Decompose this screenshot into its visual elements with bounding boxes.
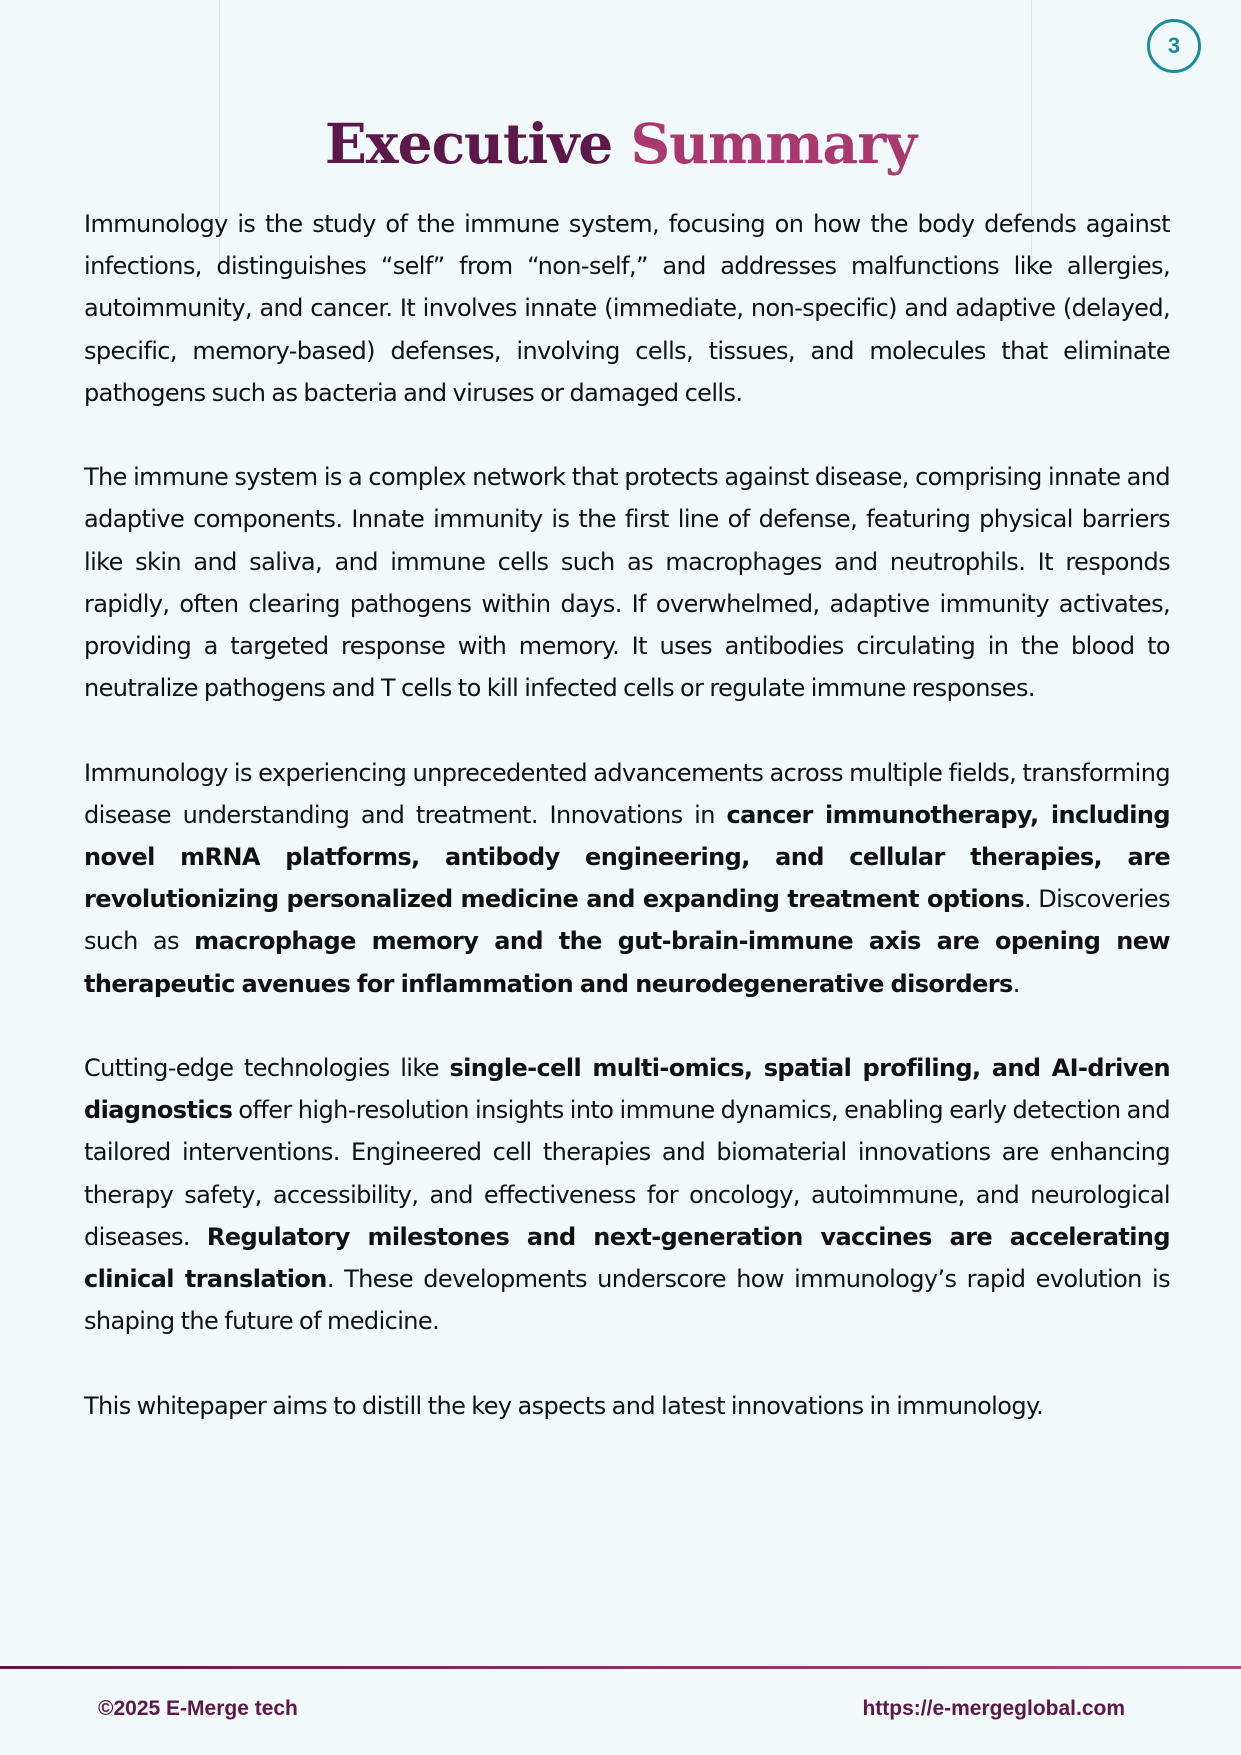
paragraph-4: [84, 1047, 1170, 1342]
paragraph-4-text-3: . These developments underscore how immunology’s rapid evolution is shaping the future of medicine.: [84, 1265, 1170, 1336]
title-part-2: Summary: [630, 111, 917, 176]
footer-divider: [0, 1666, 1241, 1669]
paragraph-3-bold-2: macrophage memory and the gut-brain-immune axis are opening new therapeutic avenues for inflammation and neurodegenerative disorders: [84, 927, 1170, 998]
paragraph-4-text-1: Cutting-edge technologies like: [84, 1054, 450, 1083]
paragraph-2: The immune system is a complex network that protects against disease, comprising innate and adaptive components. Innate immunity is the first line of defense, featuring physical barriers like skin and saliva, and immune cells such as macrophages and neutrophils. It responds rapidly, often clearing pathogens within days. If overwhelmed, adaptive immunity activates, providing a targeted response with memory. It uses antibodies circulating in the blood to neutralize pathogens and T cells to kill infected cells or regulate immune responses.: [84, 463, 1170, 703]
paragraph-3-text-1: Immunology is experiencing unprecedented advancements across multiple fields, transforming disease understanding and treatment. Innovations in: [84, 758, 1170, 829]
page-number: 3: [1167, 33, 1181, 58]
footer-url-link[interactable]: https://e-mergeglobal.com: [862, 1697, 1125, 1720]
paragraph-3: [84, 752, 1170, 1005]
paragraph-3-text-2: . Discoveries such as: [84, 885, 1171, 956]
paragraph-4-bold-2: Regulatory milestones and next-generation vaccines are accelerating clinical translation: [84, 1222, 1170, 1294]
paragraph-4-bold-1: single-cell multi-omics, spatial profiling, and AI-driven diagnostics: [84, 1054, 1170, 1125]
page-title: [0, 104, 1241, 184]
paragraph-5: This whitepaper aims to distill the key aspects and latest innovations in immunology.: [84, 1391, 1044, 1420]
paragraph-3-bold-1: cancer immunotherapy, including novel mRNA platforms, antibody engineering, and cellular therapies, are revolutionizing personalized medicine and expanding treatment options: [84, 800, 1170, 914]
page-number-badge: [1147, 19, 1201, 73]
paragraph-3-text-3: .: [1012, 969, 1020, 998]
summary-body: [84, 203, 1170, 1469]
title-part-1: Executive: [324, 111, 613, 176]
paragraph-1: Immunology is the study of the immune system, focusing on how the body defends against infections, distinguishes “self” from “non-self,” and addresses malfunctions like allergies, autoimmunity, and cancer. It involves innate (immediate, non-specific) and adaptive (delayed, specific, memory-based) defenses, involving cells, tissues, and molecules that eliminate pathogens such as bacteria and viruses or damaged cells.: [84, 210, 1170, 407]
footer-copyright: ©2025 E-Merge tech: [98, 1697, 298, 1720]
paragraph-4-text-2: offer high-resolution insights into immune dynamics, enabling early detection and tailored interventions. Engineered cell therapies and biomaterial innovations are enhancing therapy safety, accessibility, and effectiveness for oncology, autoimmune, and neurological diseases.: [84, 1096, 1170, 1251]
